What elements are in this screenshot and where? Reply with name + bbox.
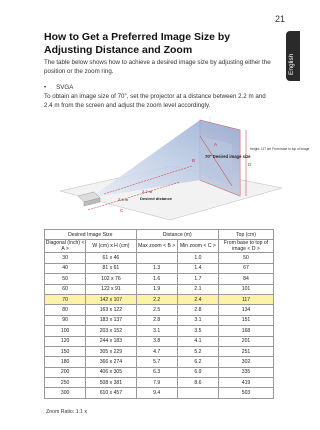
table-cell: 302 — [219, 357, 274, 367]
table-cell: 3.1 — [136, 326, 177, 336]
instruction-text: To obtain an image size of 70", set the projector at a distance between 2.2 m and 2.4 m from the screen and adjust the zoom level accordingly. — [44, 93, 266, 109]
table-cell: 419 — [219, 378, 274, 388]
table-cell: 142 x 107 — [86, 294, 136, 304]
table-cell: 122 x 91 — [86, 284, 136, 294]
table-cell: 201 — [219, 336, 274, 346]
table-group-header-row — [45, 230, 274, 240]
group-header-image-size: Desired Image Size — [45, 230, 137, 240]
table-cell: 90 — [45, 315, 86, 325]
table-cell: 9.4 — [136, 388, 177, 398]
sub-header-max-zoom: Max zoom < B > — [136, 240, 177, 253]
table-cell: 250 — [45, 378, 86, 388]
table-cell: 508 x 381 — [86, 378, 136, 388]
table-cell: 2.4 — [177, 294, 218, 304]
sub-header-diagonal: Diagonal (inch) < A > — [45, 240, 85, 253]
table-row — [45, 274, 274, 284]
language-tab-label: English — [288, 53, 295, 75]
table-row — [45, 388, 274, 398]
table-row — [45, 284, 274, 294]
table-cell: 3.1 — [177, 315, 218, 325]
table-cell: 101 — [219, 284, 274, 294]
page-title: How to Get a Preferred Image Size by Adjusting Distance and Zoom — [44, 31, 231, 56]
table-cell: 3.8 — [136, 336, 177, 346]
table-cell: 2.1 — [177, 284, 218, 294]
table-cell: 8.6 — [177, 378, 218, 388]
table-cell: 1.6 — [136, 274, 177, 284]
desired-distance-label: Desired distance — [140, 196, 173, 201]
table-cell: 1.0 — [177, 253, 218, 263]
table-cell: 168 — [219, 326, 274, 336]
table-cell: 163 x 122 — [86, 305, 136, 315]
zoom-ratio-note: Zoom Ratio: 1.1 x — [46, 409, 87, 415]
intro-text: The table below shows how to achieve a desired image size by adjusting either the position or the zoom ring. — [44, 59, 271, 75]
table-cell: 50 — [219, 253, 274, 263]
table-cell: 1.4 — [177, 263, 218, 273]
table-cell: 50 — [45, 274, 86, 284]
table-cell: 2.8 — [177, 305, 218, 315]
table-sub-header-row — [45, 240, 274, 253]
group-header-top: Top (cm) — [219, 230, 274, 240]
table-row — [45, 263, 274, 273]
bullet-label: SVGA — [56, 84, 74, 91]
table-cell: 406 x 305 — [86, 367, 136, 377]
table-cell: 60 — [45, 284, 86, 294]
table-cell: 117 — [219, 294, 274, 304]
table-cell: 4.7 — [136, 346, 177, 356]
table-cell: 200 — [45, 367, 86, 377]
table-cell: 1.7 — [177, 274, 218, 284]
table-cell: 2.5 — [136, 305, 177, 315]
table-row — [45, 357, 274, 367]
table-cell: 183 x 137 — [86, 315, 136, 325]
table-cell: 7.9 — [136, 378, 177, 388]
table-cell: 30 — [45, 253, 86, 263]
table-cell: 180 — [45, 357, 86, 367]
table-cell: 300 — [45, 388, 86, 398]
table-cell: 366 x 274 — [86, 357, 136, 367]
table-row — [45, 294, 274, 304]
table-cell: 244 x 183 — [86, 336, 136, 346]
table-cell: 503 — [219, 388, 274, 398]
table-row — [45, 336, 274, 346]
page-number: 21 — [275, 14, 286, 24]
table-cell: 151 — [219, 315, 274, 325]
table-cell: 6.2 — [177, 357, 218, 367]
table-cell: 3.5 — [177, 326, 218, 336]
table-row — [45, 315, 274, 325]
table-cell: 2.2 — [136, 294, 177, 304]
table-row — [45, 346, 274, 356]
image-size-table — [44, 229, 274, 399]
table-cell: 80 — [45, 305, 86, 315]
table-cell: 6.9 — [177, 367, 218, 377]
table-row — [45, 253, 274, 263]
table-cell: 102 x 76 — [86, 274, 136, 284]
table-cell: 84 — [219, 274, 274, 284]
letter-d: D — [248, 162, 252, 167]
table-cell: 40 — [45, 263, 86, 273]
table-cell: 1.9 — [136, 284, 177, 294]
sub-header-top: From base to top of image < D > — [219, 240, 274, 253]
table-cell: 120 — [45, 336, 86, 346]
table-cell: 305 x 229 — [86, 346, 136, 356]
sub-header-min-zoom: Min zoom < C > — [177, 240, 218, 253]
table-cell: 203 x 152 — [86, 326, 136, 336]
table-cell: 134 — [219, 305, 274, 315]
table-body — [45, 253, 274, 398]
table-cell: 150 — [45, 346, 86, 356]
height-label: Height: 117 cm From base to top of image — [250, 147, 310, 151]
table-cell: 100 — [45, 326, 86, 336]
table-row — [45, 367, 274, 377]
image-size-label: 70" Desired image size — [205, 154, 251, 159]
group-header-distance: Distance (m) — [136, 230, 218, 240]
table-cell: 1.3 — [136, 263, 177, 273]
table-cell: 610 x 457 — [86, 388, 136, 398]
bullet-item — [44, 84, 73, 91]
letter-c: C — [120, 208, 124, 213]
table-cell: 251 — [219, 346, 274, 356]
table-cell: 67 — [219, 263, 274, 273]
table-row — [45, 378, 274, 388]
table-cell: 5.2 — [177, 346, 218, 356]
table-cell — [136, 253, 177, 263]
projection-diagram — [60, 116, 310, 226]
bullet-dot: • — [44, 84, 47, 91]
table-row — [45, 326, 274, 336]
table-cell: 5.7 — [136, 357, 177, 367]
letter-a: A — [214, 142, 218, 147]
table-row — [45, 305, 274, 315]
table-cell: 4.1 — [177, 336, 218, 346]
language-tab — [286, 31, 300, 81]
table-cell: 61 x 46 — [86, 253, 136, 263]
table-cell: 2.8 — [136, 315, 177, 325]
distance-2-2-label: 2.2 m — [142, 189, 153, 194]
distance-2-4-label: 2.4 m — [118, 197, 129, 202]
table-cell: 70 — [45, 294, 86, 304]
sub-header-wh: W (cm) x H (cm) — [86, 240, 136, 253]
table-cell: 6.3 — [136, 367, 177, 377]
letter-b: B — [192, 158, 196, 163]
table-cell — [177, 388, 218, 398]
table-cell: 81 x 61 — [86, 263, 136, 273]
table-cell: 335 — [219, 367, 274, 377]
